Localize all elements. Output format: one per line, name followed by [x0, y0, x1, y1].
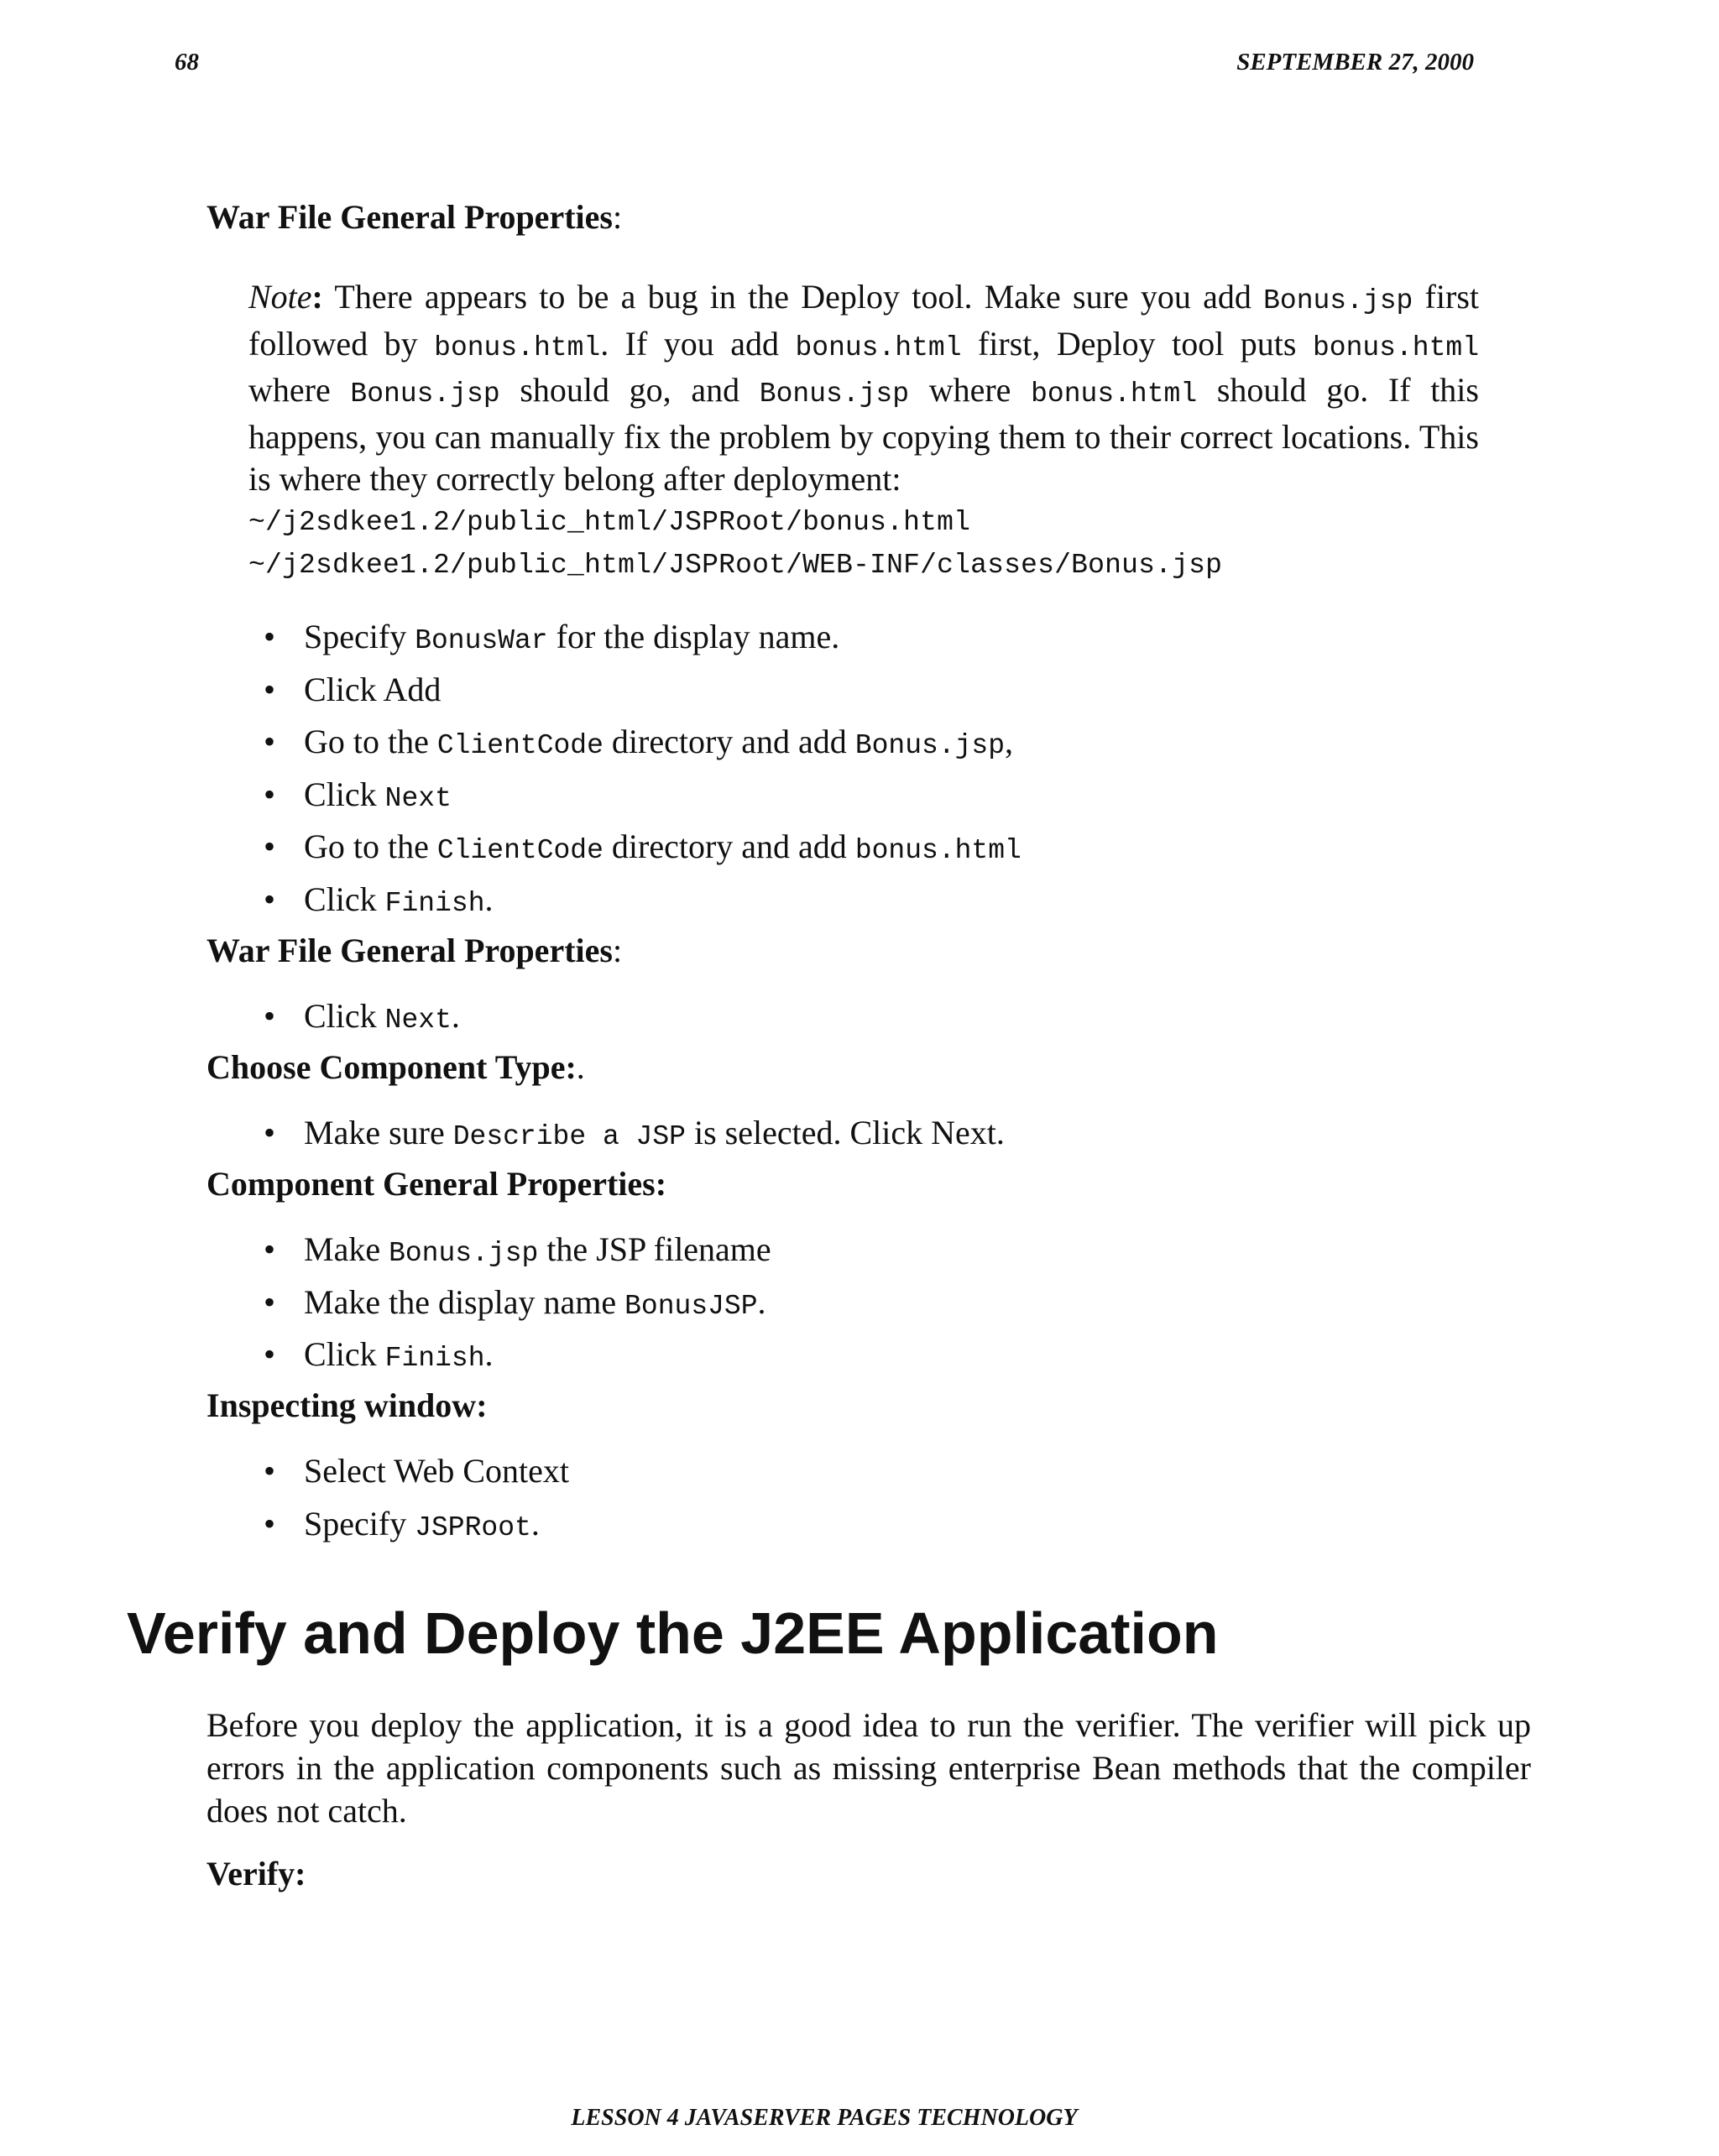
list-item: • Specify BonusWar for the display name.	[264, 618, 840, 656]
list-item: • Click Add	[264, 670, 442, 708]
running-footer: LESSON 4 JAVASERVER PAGES TECHNOLOGY	[571, 2105, 1078, 2131]
list-item: • Click Finish.	[264, 1335, 494, 1374]
note-label: Note	[248, 278, 312, 316]
list-item: • Click Next.	[264, 997, 460, 1036]
section-title: Verify and Deploy the J2EE Application	[127, 1600, 1219, 1666]
heading-inspecting-window: Inspecting window:	[206, 1386, 488, 1424]
page-number: 68	[175, 49, 199, 76]
section-paragraph: Before you deploy the application, it is a good idea to run the verifier. The verifier will pick up errors in the application components such as missing enterprise Bean methods that the compiler does not catch.	[206, 1706, 1531, 1830]
note-paragraph: Note: There appears to be a bug in the Deploy tool. Make sure you add Bonus.jsp first followed by bonus.html. If you add bonus.html first, Deploy tool puts bonus.html where Bonus.jsp should go, and Bonus.jsp where bonus.html should go. If this happens, you can manually fix the problem by copying them to their correct locations. This is where they correctly belong after deployment:	[248, 278, 1480, 498]
running-header	[175, 49, 1474, 82]
list-item: • Go to the ClientCode directory and add Bonus.jsp,	[264, 723, 1014, 761]
heading-verify: Verify:	[206, 1855, 306, 1892]
war2-steps-list	[252, 990, 460, 1043]
heading-war-file-general-properties-2: War File General Properties:	[206, 932, 623, 969]
list-item: • Select Web Context	[264, 1452, 569, 1490]
deploy-path-bonus-jsp: ~/j2sdkee1.2/public_html/JSPRoot/WEB-INF/classes/Bonus.jsp	[248, 549, 1223, 581]
list-item: • Make the display name BonusJSP.	[264, 1282, 766, 1322]
deploy-path-bonus-html: ~/j2sdkee1.2/public_html/JSPRoot/bonus.html	[248, 506, 971, 538]
list-item: • Make sure Describe a JSP is selected. Click Next.	[264, 1114, 1005, 1152]
component-props-steps-list	[252, 1224, 771, 1381]
inspecting-steps-list	[252, 1445, 569, 1550]
note-block	[248, 276, 1479, 587]
header-date: SEPTEMBER 27, 2000	[1236, 49, 1474, 76]
list-item: • Go to the ClientCode directory and add bonus.html	[264, 827, 1021, 866]
list-item: • Specify JSPRoot.	[264, 1504, 540, 1543]
heading-war-file-general-properties: War File General Properties:	[206, 198, 623, 236]
heading-component-general-properties: Component General Properties:	[206, 1165, 667, 1203]
war-steps-list	[252, 611, 1021, 926]
list-item: • Click Next	[264, 775, 452, 814]
heading-choose-component-type: Choose Component Type:.	[206, 1048, 585, 1086]
list-item: • Click Finish.	[264, 880, 494, 919]
list-item: • Make Bonus.jsp the JSP filename	[264, 1230, 771, 1269]
component-type-steps-list	[252, 1107, 1005, 1160]
